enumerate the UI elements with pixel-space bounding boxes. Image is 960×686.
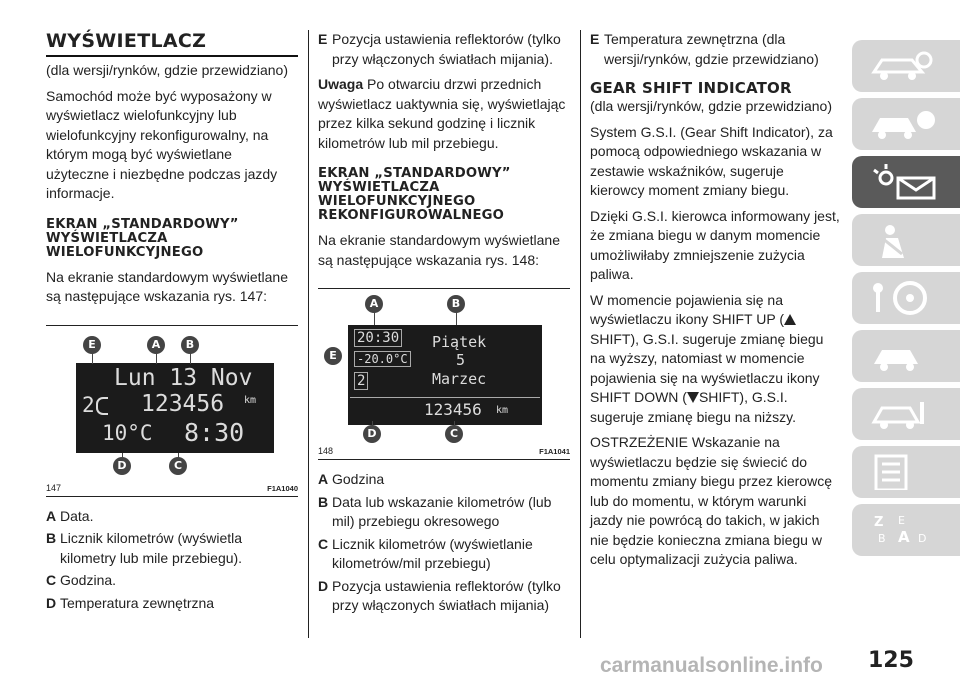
warning-light-message-icon: [868, 164, 938, 200]
callout-a: A: [365, 295, 383, 313]
reconfigurable-screen-heading: EKRAN „STANDARDOWY” WYŚWIETLACZA WIELOFUNKCYJNEGO REKONFIGUROWALNEGO: [318, 166, 511, 223]
figure-147: [46, 325, 298, 497]
callout-e: E: [83, 336, 101, 354]
legend-item: A Godzina: [318, 471, 385, 487]
svg-text:Z: Z: [874, 515, 884, 530]
lcd-temperature: 10°C: [102, 420, 153, 445]
car-info-icon: [868, 106, 938, 142]
car-service-icon: [868, 396, 938, 432]
svg-text:E: E: [898, 514, 905, 527]
legend-list: [46, 507, 298, 614]
car-magnifier-icon: [868, 48, 938, 84]
legend-item: B Data lub wskazanie kilometrów (lub mil) przebiegu okresowego: [318, 493, 552, 529]
lcd-gear: 2: [354, 372, 368, 390]
gsi-warning: OSTRZEŻENIE Wskazanie na wyświetlaczu będzie się świecić do momentu zmiany biegu przez kierowcę lub do momentu, w którym warunki jazdy nie powrócą do takich, w jakich nie będzie konieczna zmiana biegu w celu optymalizacji zużycia paliwa.: [590, 434, 832, 567]
key-steering-wheel-icon: [868, 280, 938, 316]
tab-index[interactable]: [852, 504, 960, 556]
figure-number: 147: [46, 482, 62, 493]
gsi-heading: GEAR SHIFT INDICATOR: [590, 79, 792, 97]
technical-data-icon: [868, 454, 938, 490]
tab-car-info[interactable]: [852, 98, 960, 150]
headlight-icon: [96, 397, 108, 415]
lcd-gear: 2: [82, 392, 95, 417]
lcd-km-unit: km: [496, 405, 509, 416]
svg-text:B: B: [878, 532, 886, 545]
chapter-tabs: [852, 40, 960, 562]
legend-item: C Godzina.: [46, 572, 117, 588]
intro-paragraph: Samochód może być wyposażony w wyświetlacz wielofunkcyjny lub wielofunkcyjny rekonfigurowalny, na którym mogą być wyświetlane użyteczne i niezbędne podczas jazdy informacje.: [46, 87, 278, 201]
gsi-paragraph-2: Dzięki G.S.I. kierowca informowany jest, że zmiana biegu w danym momencie umożliwiłaby zmniejszenie zużycia paliwa.: [590, 207, 840, 282]
column-divider: [308, 30, 309, 638]
svg-text:D: D: [918, 532, 927, 545]
callout-a: A: [147, 336, 165, 354]
column-3: [590, 30, 840, 576]
figure-code: F1A1041: [539, 447, 570, 456]
callout-e: E: [324, 347, 342, 365]
legend-item: E Temperatura zewnętrzna (dla wersji/rynków, gdzie przewidziano): [590, 31, 819, 67]
tab-car-magnifier[interactable]: [852, 40, 960, 92]
reconfigurable-screen-text: Na ekranie standardowym wyświetlane są następujące wskazania rys. 148:: [318, 232, 560, 268]
tab-warning-lights[interactable]: [852, 156, 960, 208]
callout-b: B: [181, 336, 199, 354]
note-label: Uwaga: [318, 76, 364, 92]
figure-number: 148: [318, 446, 334, 456]
column-1: [46, 30, 298, 616]
index-letters-icon: [868, 512, 938, 548]
column-2: [318, 30, 570, 619]
figure-code: F1A1040: [267, 483, 298, 493]
tab-emergency[interactable]: [852, 330, 960, 382]
callout-b: B: [447, 295, 465, 313]
legend-item: E Pozycja ustawienia reflektorów (tylko przy włączonych światłach mijania).: [318, 31, 561, 67]
column-divider: [580, 30, 581, 638]
callout-c: C: [445, 425, 463, 443]
lcd-temperature: -20.0°C: [354, 351, 411, 367]
legend-list: [318, 470, 570, 616]
note-paragraph: Uwaga Po otwarciu drzwi przednich wyświetlacz uaktywnia się, wyświetlając przez kilka sekund godzinę i licznik kilometrów lub mil przebiegu.: [318, 76, 566, 151]
lcd-odometer: 123456: [424, 400, 482, 419]
standard-screen-text: Na ekranie standardowym wyświetlane są następujące wskazania rys. 147:: [46, 268, 288, 304]
gsi-paragraph-1: System G.S.I. (Gear Shift Indicator), za pomocą odpowiedniego wskazania w zestawie wskaźników, sugeruje kierowcy moment zmiany biegu.: [590, 123, 833, 198]
car-breakdown-icon: [868, 338, 938, 374]
page-number: 125: [868, 648, 914, 673]
shift-down-icon: [687, 392, 699, 403]
lcd-date: Lun 13 Nov: [114, 364, 253, 391]
lcd-km-unit: km: [244, 394, 257, 406]
standard-screen-heading: EKRAN „STANDARDOWY” WYŚWIETLACZA WIELOFUNKCYJNEGO: [46, 216, 239, 260]
tab-service[interactable]: [852, 388, 960, 440]
tab-starting-driving[interactable]: [852, 272, 960, 324]
callout-d: D: [113, 457, 131, 475]
seatbelt-airbag-icon: [868, 222, 938, 258]
display-lcd-reconfigurable: [348, 325, 542, 425]
legend-item: B Licznik kilometrów (wyświetla kilometry lub mile przebiegu).: [46, 530, 243, 566]
lcd-clock: 8:30: [184, 417, 245, 447]
legend-item: A Data.: [46, 507, 94, 524]
lcd-date-number: 5: [456, 351, 466, 369]
lcd-day: Piątek: [432, 333, 487, 351]
lcd-odometer: 123456: [141, 390, 225, 417]
lcd-time: 20:30: [354, 329, 402, 347]
gsi-paragraph-3: W momencie pojawienia się na wyświetlaczu ikony SHIFT UP (SHIFT), G.S.I. sugeruje zmianę biegu na wyższy, natomiast w momencie pojawienia się na wyświetlaczu ikony SHIFT DOWN ( SHIFT), G.S.I. sugeruje zmianę biegu na niższy.: [590, 291, 824, 425]
tab-technical-data[interactable]: [852, 446, 960, 498]
legend-item: D Temperatura zewnętrzna: [46, 594, 215, 611]
tab-safety[interactable]: [852, 214, 960, 266]
legend-item: C Licznik kilometrów (wyświetlanie kilometrów/mil przebiegu): [318, 535, 533, 571]
shift-up-icon: [784, 314, 796, 325]
legend-item: D Pozycja ustawienia reflektorów (tylko przy włączonych światłach mijania): [318, 577, 561, 613]
lcd-month: Marzec: [432, 370, 487, 388]
svg-text:A: A: [898, 528, 910, 546]
section-subtitle: (dla wersji/rynków, gdzie przewidziano): [46, 62, 288, 78]
gsi-subtitle: (dla wersji/rynków, gdzie przewidziano): [590, 98, 832, 114]
figure-148: [318, 288, 570, 460]
section-title: WYŚWIETLACZ: [46, 30, 298, 57]
display-lcd: [76, 363, 274, 453]
callout-c: C: [169, 457, 187, 475]
callout-d: D: [363, 425, 381, 443]
watermark: carmanualsonline.info: [600, 654, 823, 677]
